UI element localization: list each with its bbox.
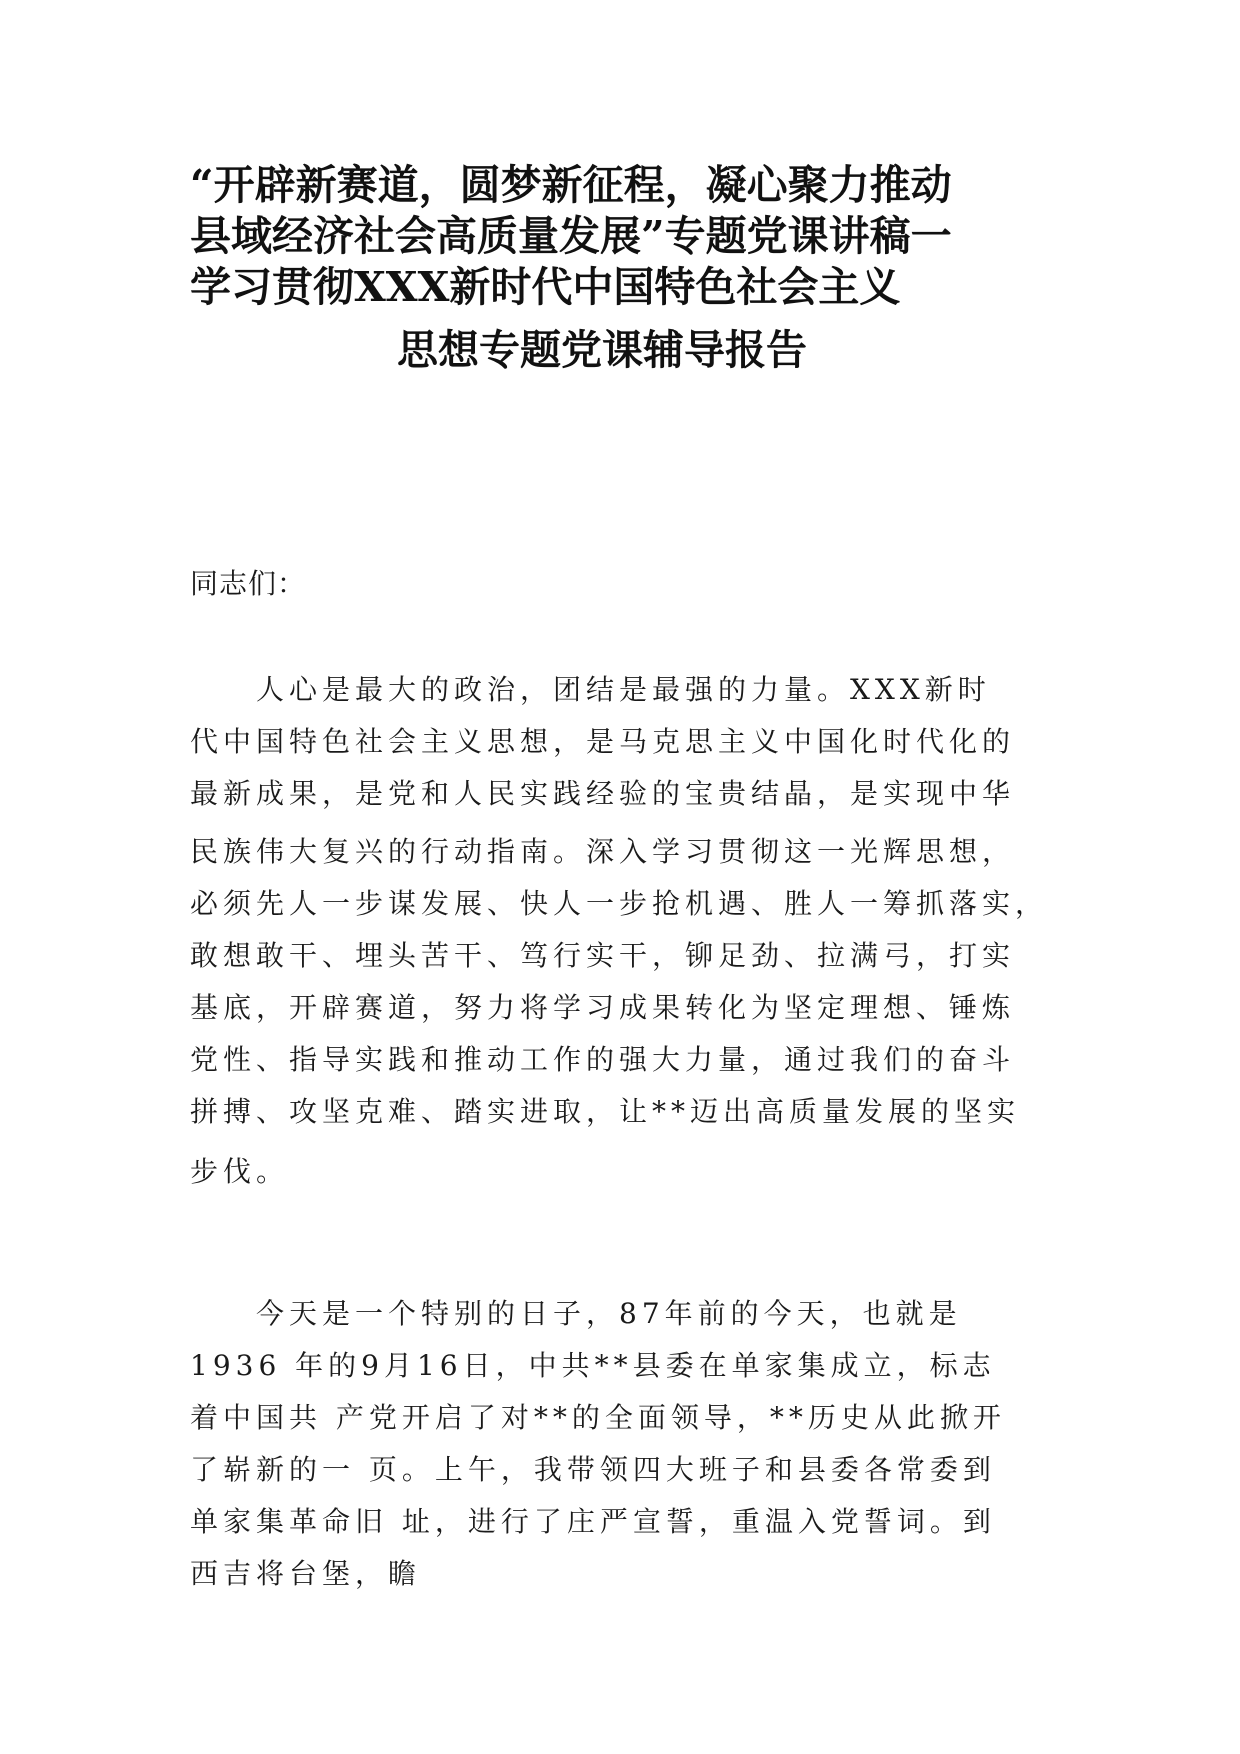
paragraph-line: 基底，开辟赛道，努力将学习成果转化为坚定理想、锤炼 [190, 991, 1016, 1024]
paragraph-1 [190, 664, 1050, 1198]
title-line-1: “开辟新赛道，圆梦新征程，凝心聚力推动 [190, 161, 952, 209]
paragraph-line: 1936 年的9月16日，中共**县委在单家集成立，标志 [190, 1349, 996, 1382]
paragraph-line: 最新成果，是党和人民实践经验的宝贵结晶，是实现中华 [190, 777, 1016, 810]
paragraph-line: 单家集革命旧 址，进行了庄严宣誓，重温入党誓词。到 [190, 1505, 996, 1538]
document-title [190, 160, 1070, 376]
paragraph-line: 今天是一个特别的日子，87年前的今天，也就是 [256, 1297, 962, 1330]
paragraph-line: 代中国特色社会主义思想，是马克思主义中国化时代化的 [190, 725, 1016, 758]
paragraph-line: 着中国共 产党开启了对**的全面领导，**历史从此掀开 [190, 1401, 1006, 1434]
paragraph-line: 拼搏、攻坚克难、踏实进取，让**迈出高质量发展的坚实 [190, 1095, 1021, 1128]
salutation: 同志们： [190, 567, 307, 600]
title-line-4: 思想专题党课辅导报告 [397, 326, 807, 374]
paragraph-2 [190, 1288, 1050, 1600]
paragraph-line: 必须先人一步谋发展、快人一步抢机遇、胜人一筹抓落实， [190, 887, 1049, 920]
paragraph-line: 步伐。 [190, 1155, 290, 1188]
paragraph-line: 敢想敢干、埋头苦干、笃行实干，铆足劲、拉满弓，打实 [190, 939, 1016, 972]
paragraph-line: 民族伟大复兴的行动指南。深入学习贯彻这一光辉思想， [190, 835, 1016, 868]
paragraph-line: 人心是最大的政治，团结是最强的力量。XXX新时 [256, 673, 991, 706]
paragraph-line: 党性、指导实践和推动工作的强大力量，通过我们的奋斗 [190, 1043, 1016, 1076]
paragraph-line: 西吉将台堡，瞻 [190, 1557, 422, 1590]
title-line-3: 学习贯彻XXX新时代中国特色社会主义 [190, 263, 901, 311]
paragraph-line: 了崭新的一 页。上午，我带领四大班子和县委各常委到 [190, 1453, 996, 1486]
title-line-2: 县域经济社会高质量发展”专题党课讲稿一 [190, 212, 952, 260]
